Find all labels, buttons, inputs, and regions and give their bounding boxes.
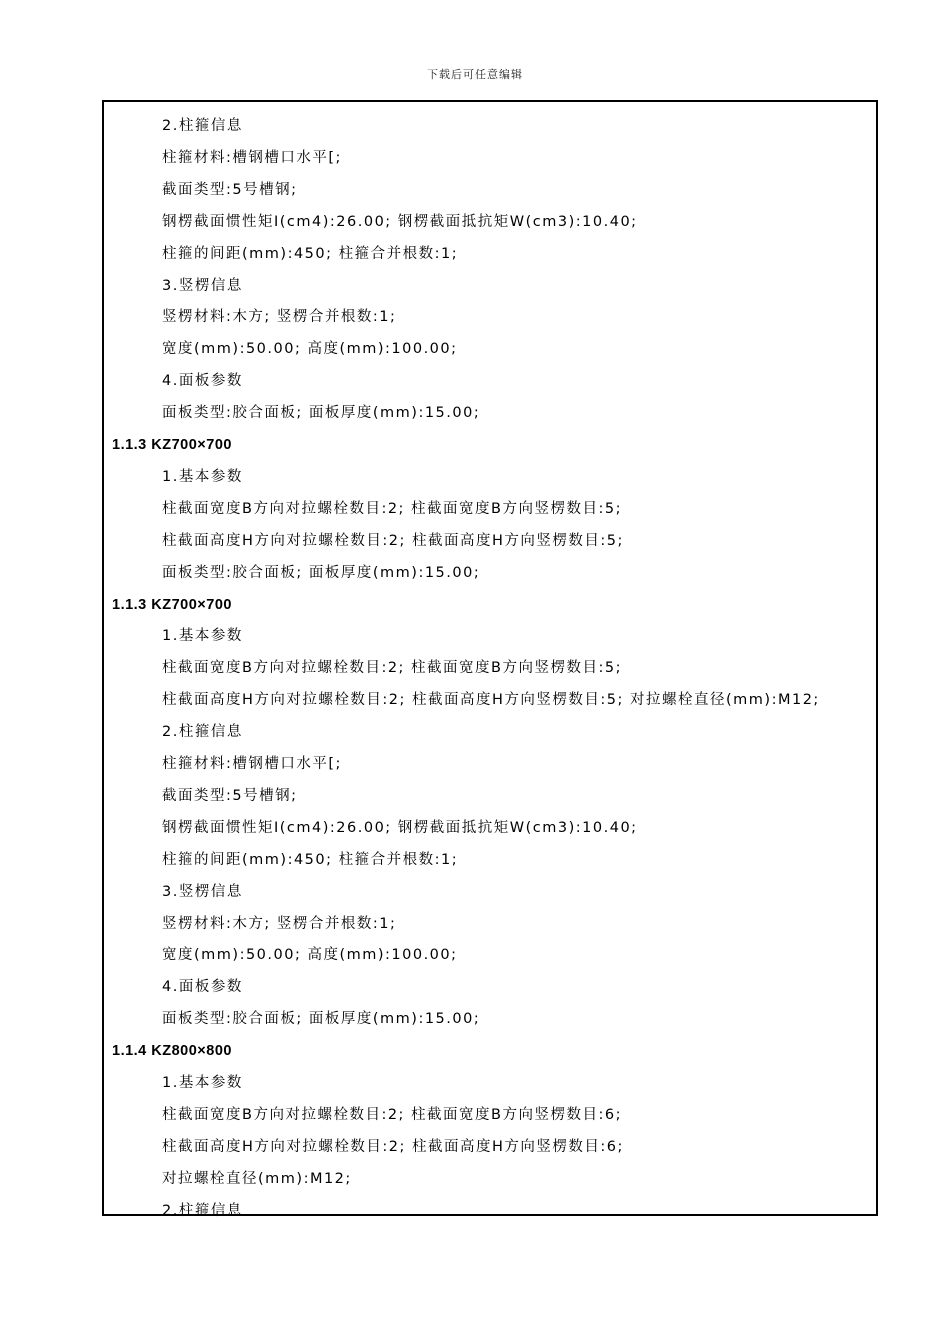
content-frame xyxy=(102,100,878,1219)
body-line: 竖楞材料:木方; 竖楞合并根数:1; xyxy=(162,915,397,932)
body-line: 4.面板参数 xyxy=(162,373,243,390)
body-line: 柱截面宽度B方向对拉螺栓数目:2; 柱截面宽度B方向竖楞数目:6; xyxy=(162,1106,622,1123)
body-line: 柱箍材料:槽钢槽口水平[; xyxy=(162,756,342,772)
body-line: 面板类型:胶合面板; 面板厚度(mm):15.00; xyxy=(162,1011,481,1028)
body-line: 1.基本参数 xyxy=(162,468,243,485)
body-line: 竖楞材料:木方; 竖楞合并根数:1; xyxy=(162,309,397,326)
body-line: 1.基本参数 xyxy=(162,1075,243,1091)
body-line: 4.面板参数 xyxy=(162,979,243,996)
body-line: 柱截面高度H方向对拉螺栓数目:2; 柱截面高度H方向竖楞数目:5; 对拉螺栓直径(mm):M12; xyxy=(162,692,820,709)
body-line: 3.竖楞信息 xyxy=(162,277,243,294)
body-line: 面板类型:胶合面板; 面板厚度(mm):15.00; xyxy=(162,564,481,581)
body-line: 宽度(mm):50.00; 高度(mm):100.00; xyxy=(162,341,458,358)
body-line: 3.竖楞信息 xyxy=(162,883,243,900)
body-line: 1.基本参数 xyxy=(162,628,243,645)
body-line: 2.柱箍信息 xyxy=(162,1202,243,1219)
body-line: 钢楞截面惯性矩I(cm4):26.00; 钢楞截面抵抗矩W(cm3):10.40; xyxy=(162,819,638,836)
body-line: 钢楞截面惯性矩I(cm4):26.00; 钢楞截面抵抗矩W(cm3):10.40; xyxy=(162,213,638,230)
body-line: 对拉螺栓直径(mm):M12; xyxy=(162,1170,352,1187)
body-line: 柱箍的间距(mm):450; 柱箍合并根数:1; xyxy=(162,245,459,262)
section-heading: 1.1.3 KZ700×700 xyxy=(112,596,232,613)
body-line: 2.柱箍信息 xyxy=(162,118,243,134)
body-line: 柱箍的间距(mm):450; 柱箍合并根数:1; xyxy=(162,851,459,868)
section-heading: 1.1.3 KZ700×700 xyxy=(112,437,232,453)
body-line: 柱截面宽度B方向对拉螺栓数目:2; 柱截面宽度B方向竖楞数目:5; xyxy=(162,660,622,677)
body-line: 柱箍材料:槽钢槽口水平[; xyxy=(162,149,342,166)
body-line: 截面类型:5号槽钢; xyxy=(162,181,298,198)
body-line: 柱截面高度H方向对拉螺栓数目:2; 柱截面高度H方向竖楞数目:5; xyxy=(162,532,624,549)
body-line: 截面类型:5号槽钢; xyxy=(162,787,298,804)
section-heading: 1.1.4 KZ800×800 xyxy=(112,1043,232,1060)
body-line: 面板类型:胶合面板; 面板厚度(mm):15.00; xyxy=(162,405,481,422)
body-line: 2.柱箍信息 xyxy=(162,724,243,741)
body-line: 宽度(mm):50.00; 高度(mm):100.00; xyxy=(162,947,458,964)
body-line: 柱截面高度H方向对拉螺栓数目:2; 柱截面高度H方向竖楞数目:6; xyxy=(162,1138,624,1155)
page-header-note: 下载后可任意编辑 xyxy=(427,68,523,81)
body-line: 柱截面宽度B方向对拉螺栓数目:2; 柱截面宽度B方向竖楞数目:5; xyxy=(162,500,622,517)
